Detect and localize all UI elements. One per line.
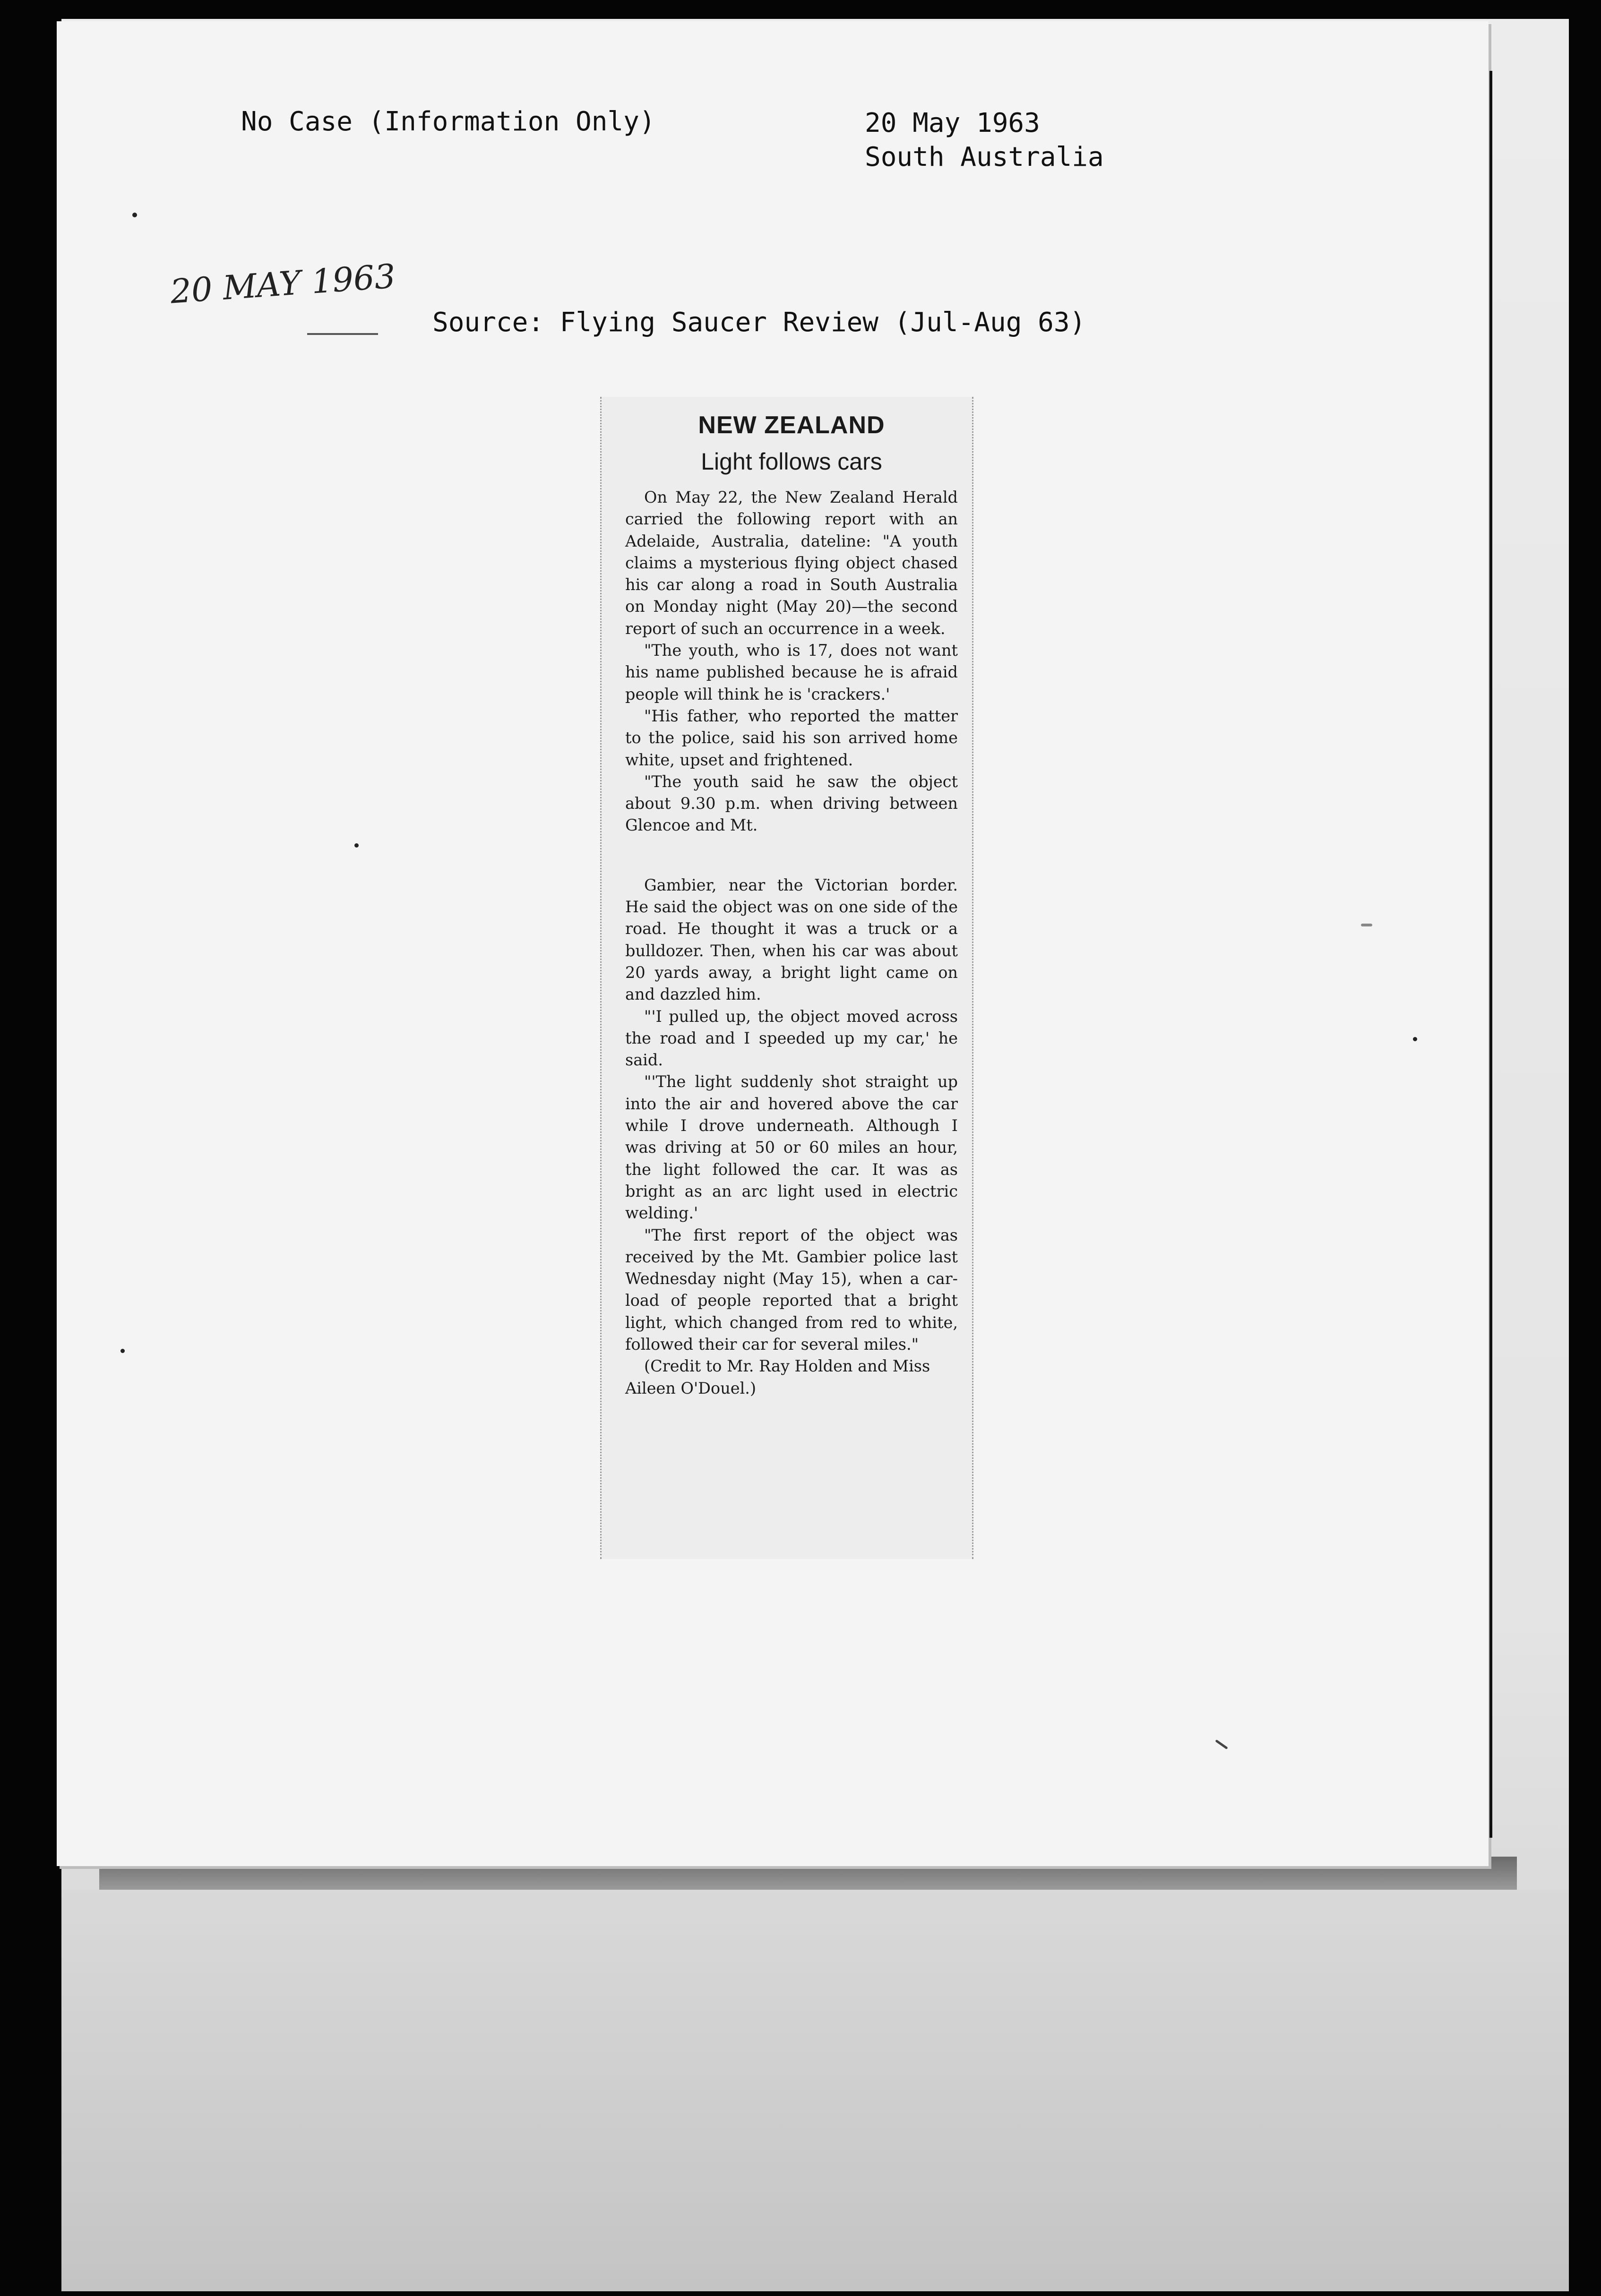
scan-speck <box>1361 924 1372 926</box>
clipping-credit: (Credit to Mr. Ray Holden and Miss Aileen O'Douel.) <box>625 1357 930 1397</box>
newspaper-clipping <box>600 397 973 1559</box>
clipping-paragraph: "His father, who reported the matter to the police, said his son arrived home white, upset and frightened. <box>625 706 958 769</box>
clipping-paragraph: "'I pulled up, the object moved across the road and I speeded up my car,' he said. <box>625 1007 958 1070</box>
header-date-location <box>865 106 1104 174</box>
report-date: 20 May 1963 <box>865 108 1040 138</box>
clipping-heading: NEW ZEALAND <box>698 411 885 439</box>
scan-speck <box>132 213 137 217</box>
scan-speck <box>121 1349 125 1353</box>
handwritten-underline <box>307 333 378 335</box>
case-status: No Case (Information Only) <box>241 106 655 137</box>
clipping-paragraph: Gambier, near the Victorian border. He said the object was on one side of the road. He thought it was a truck or a bulldozer. Then, when his car was about 20 yards away, a bright light came on and dazzled him. <box>625 875 958 1004</box>
clipping-paragraph: "The youth, who is 17, does not want his name published because he is afraid people will think he is 'crackers.' <box>625 641 958 703</box>
source-line: Source: Flying Saucer Review (Jul-Aug 63) <box>432 307 1086 338</box>
clipping-paragraph: "'The light suddenly shot straight up into the air and hovered above the car while I drove underneath. Although I was driving at 50 or 60 miles an hour, the light followed the car. It was as bright as an arc light used in electric welding.' <box>625 1072 958 1223</box>
page-edge-rule <box>1489 71 1492 1838</box>
clipping-paragraph: "The youth said he saw the object about 9.30 p.m. when driving between Glencoe and Mt. <box>625 772 958 835</box>
clipping-subheading: Light follows cars <box>701 448 882 475</box>
column-break <box>625 837 958 874</box>
clipping-paragraph: "The first report of the object was received by the Mt. Gambier police last Wednesday night (May 15), when a car-load of people reported that a bright light, which changed from red to white, followed their car for several miles." <box>625 1225 958 1354</box>
handwritten-date: 20 MAY 1963 <box>169 257 397 311</box>
backing-lower <box>61 1890 1569 2291</box>
scan-speck <box>1413 1037 1417 1041</box>
report-location: South Australia <box>865 142 1104 172</box>
clipping-paragraph: On May 22, the New Zealand Herald carried the following report with an Adelaide, Australia, dateline: "A youth claims a mysterious flying object chased his car along a road in South Australia on Monday night (May 20)—the second report of such an occurrence in a week. <box>625 488 958 638</box>
scan-speck <box>354 843 359 848</box>
